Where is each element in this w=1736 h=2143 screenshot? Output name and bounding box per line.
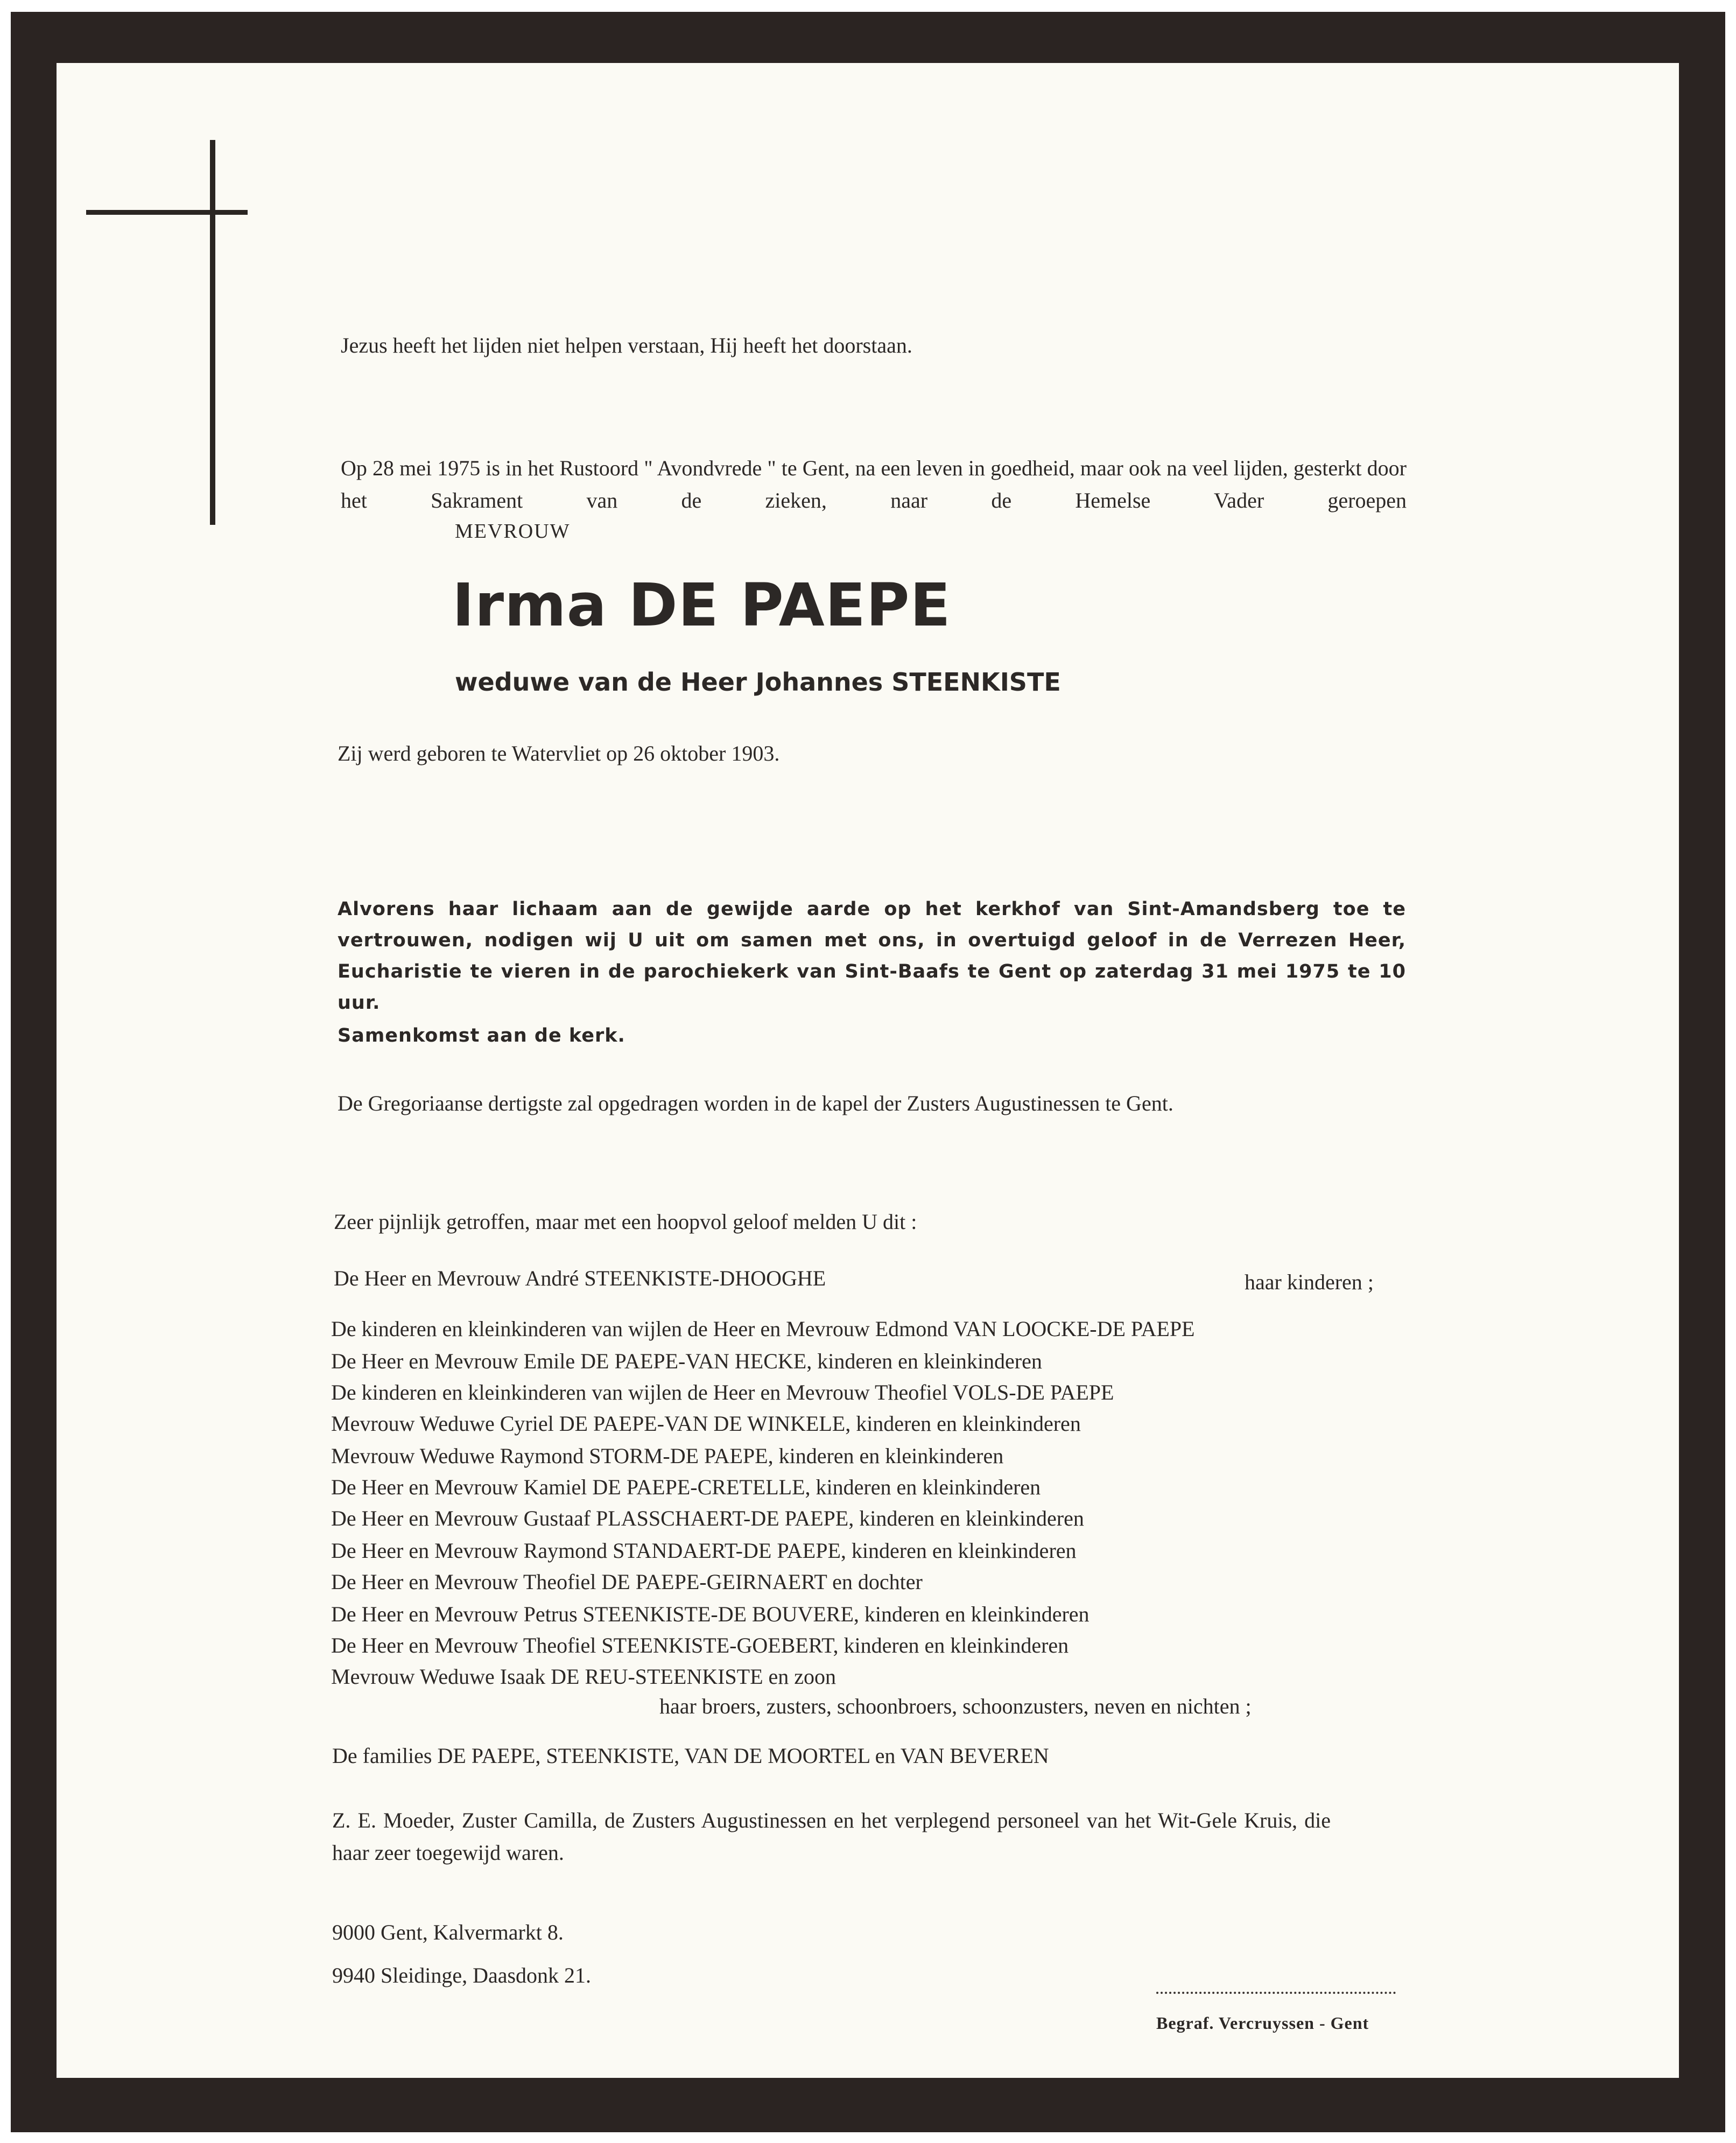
birth-info: Zij werd geboren te Watervliet op 26 oktober 1903.	[338, 741, 780, 765]
list-item: De Heer en Mevrouw Petrus STEENKISTE-DE BOUVERE, kinderen en kleinkinderen	[331, 1602, 1090, 1626]
list-item: De kinderen en kleinkinderen van wijlen de Heer en Mevrouw Edmond VAN LOOCKE-DE PAEPE	[331, 1317, 1195, 1341]
list-item: De Heer en Mevrouw Kamiel DE PAEPE-CRETELLE, kinderen en kleinkinderen	[331, 1475, 1041, 1499]
list-item: De Heer en Mevrouw Raymond STANDAERT-DE PAEPE, kinderen en kleinkinderen	[331, 1538, 1077, 1563]
list-item: De Heer en Mevrouw Theofiel STEENKISTE-GOEBERT, kinderen en kleinkinderen	[331, 1633, 1069, 1657]
children-names: De Heer en Mevrouw André STEENKISTE-DHOOGHE	[334, 1266, 826, 1290]
death-notice-card	[57, 63, 1679, 2078]
list-item: Mevrouw Weduwe Cyriel DE PAEPE-VAN DE WINKELE, kinderen en kleinkinderen	[331, 1411, 1081, 1436]
deceased-name: Irma DE PAEPE	[452, 571, 951, 640]
list-item: Mevrouw Weduwe Isaak DE REU-STEENKISTE en zoon	[331, 1664, 837, 1689]
list-item: De kinderen en kleinkinderen van wijlen de Heer en Mevrouw Theofiel VOLS-DE PAEPE	[331, 1380, 1114, 1404]
address-gent: 9000 Gent, Kalvermarkt 8.	[332, 1920, 564, 1944]
announcement: Op 28 mei 1975 is in het Rustoord " Avondvrede " te Gent, na een leven in goedheid, maar ook na veel lijden, gesterkt door het Sakrament van de zieken, naar de Hemelse Vader geroepen	[341, 456, 1407, 512]
relatives-role: haar broers, zusters, schoonbroers, schoonzusters, neven en nichten ;	[659, 1694, 1252, 1718]
address-sleidinge: 9940 Sleidinge, Daasdonk 21.	[332, 1963, 592, 1987]
list-item: Mevrouw Weduwe Raymond STORM-DE PAEPE, kinderen en kleinkinderen	[331, 1444, 1004, 1468]
thanks-note: Z. E. Moeder, Zuster Camilla, de Zusters Augustinessen en het verplegend personeel van het Wit-Gele Kruis, die haar zeer toegewijd waren.	[332, 1808, 1331, 1865]
cross-icon-bar	[86, 210, 248, 215]
motto: Jezus heeft het lijden niet helpen verstaan, Hij heeft het doorstaan.	[341, 333, 912, 357]
list-item: De Heer en Mevrouw Emile DE PAEPE-VAN HECKE, kinderen en kleinkinderen	[331, 1349, 1042, 1373]
list-item: De Heer en Mevrouw Theofiel DE PAEPE-GEIRNAERT en dochter	[331, 1570, 923, 1594]
children-role: haar kinderen ;	[1245, 1270, 1374, 1294]
widow-of: weduwe van de Heer Johannes STEENKISTE	[455, 668, 1061, 697]
families: De families DE PAEPE, STEENKISTE, VAN DE MOORTEL en VAN BEVEREN	[332, 1744, 1049, 1768]
gathering-note: Samenkomst aan de kerk.	[338, 1025, 625, 1046]
cross-icon	[210, 140, 215, 525]
signature-divider	[1156, 1992, 1396, 1994]
undertaker: Begraf. Vercruyssen - Gent	[1156, 2013, 1369, 2033]
list-item: De Heer en Mevrouw Gustaaf PLASSCHAERT-DE PAEPE, kinderen en kleinkinderen	[331, 1506, 1084, 1530]
funeral-invitation: Alvorens haar lichaam aan de gewijde aarde op het kerkhof van Sint-Amandsberg toe te vertrouwen, nodigen wij U uit om samen met ons, in overtuigd geloof in de Verrezen Heer, Eucharistie te vieren in de parochiekerk van Sint-Baafs te Gent op zaterdag 31 mei 1975 te 10 uur.	[338, 898, 1406, 1014]
gregorian-note: De Gregoriaanse dertigste zal opgedragen worden in de kapel der Zusters Augustinessen te Gent.	[338, 1091, 1173, 1115]
notice-intro: Zeer pijnlijk getroffen, maar met een hoopvol geloof melden U dit :	[334, 1210, 917, 1234]
deceased-title: MEVROUW	[455, 520, 571, 543]
